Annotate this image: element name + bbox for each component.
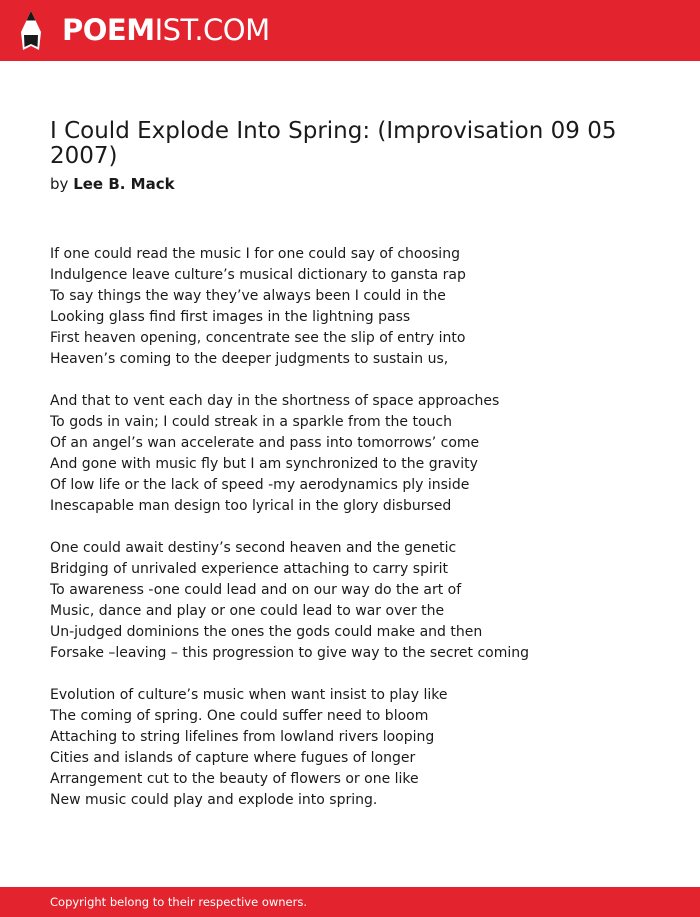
poem-line: Music, dance and play or one could lead to war over the bbox=[50, 603, 445, 619]
by-label: by bbox=[50, 175, 69, 193]
poem-line: The coming of spring. One could suffer need to bloom bbox=[50, 708, 429, 724]
poem-line: If one could read the music I for one could say of choosing bbox=[50, 246, 460, 262]
logo-light-text: IST.COM bbox=[154, 13, 270, 47]
poem-line: Bridging of unrivaled experience attaching to carry spirit bbox=[50, 561, 449, 577]
stanza-4 bbox=[50, 685, 670, 811]
poem-line: One could await destiny’s second heaven and the genetic bbox=[50, 540, 457, 556]
poem-line: Forsake –leaving – this progression to give way to the secret coming bbox=[50, 645, 530, 661]
site-logo-link[interactable] bbox=[62, 12, 270, 48]
stanza-3 bbox=[50, 538, 670, 664]
stanza-1 bbox=[50, 244, 670, 370]
poem-line: New music could play and explode into spring. bbox=[50, 792, 378, 808]
poem-line: Cities and islands of capture where fugues of longer bbox=[50, 750, 416, 766]
poem-line: Indulgence leave culture’s musical dictionary to gansta rap bbox=[50, 267, 466, 283]
poem-line: Evolution of culture’s music when want insist to play like bbox=[50, 687, 448, 703]
poem-line: To gods in vain; I could streak in a sparkle from the touch bbox=[50, 414, 452, 430]
poem-line: Of an angel’s wan accelerate and pass into tomorrows’ come bbox=[50, 435, 480, 451]
poem-line: Inescapable man design too lyrical in the glory disbursed bbox=[50, 498, 452, 514]
poem-line: To awareness -one could lead and on our way do the art of bbox=[50, 582, 462, 598]
poem-line: Heaven’s coming to the deeper judgments to sustain us, bbox=[50, 351, 449, 367]
copyright-text: Copyright belong to their respective owners. bbox=[50, 895, 308, 909]
author-name: Lee B. Mack bbox=[73, 175, 175, 193]
site-header bbox=[0, 0, 700, 61]
poem-line: First heaven opening, concentrate see the slip of entry into bbox=[50, 330, 466, 346]
logo-bold-text: POEM bbox=[62, 13, 155, 47]
poem-line: Attaching to string lifelines from lowland rivers looping bbox=[50, 729, 435, 745]
poem-line: Un-judged dominions the ones the gods could make and then bbox=[50, 624, 483, 640]
poem-line: Of low life or the lack of speed -my aerodynamics ply inside bbox=[50, 477, 470, 493]
poem-line: To say things the way they’ve always been I could in the bbox=[50, 288, 446, 304]
site-footer bbox=[0, 887, 700, 917]
poem-line: And that to vent each day in the shortness of space approaches bbox=[50, 393, 500, 409]
poem-line: And gone with music fly but I am synchronized to the gravity bbox=[50, 456, 478, 472]
poem-line: Arrangement cut to the beauty of flowers or one like bbox=[50, 771, 419, 787]
poem-body bbox=[50, 244, 670, 832]
poem-line: Looking glass find first images in the lightning pass bbox=[50, 309, 411, 325]
byline bbox=[50, 175, 175, 193]
stanza-2 bbox=[50, 391, 670, 517]
poem-title: I Could Explode Into Spring: (Improvisation 09 05 2007) bbox=[50, 118, 617, 169]
pencil-logo-icon[interactable] bbox=[18, 10, 44, 52]
